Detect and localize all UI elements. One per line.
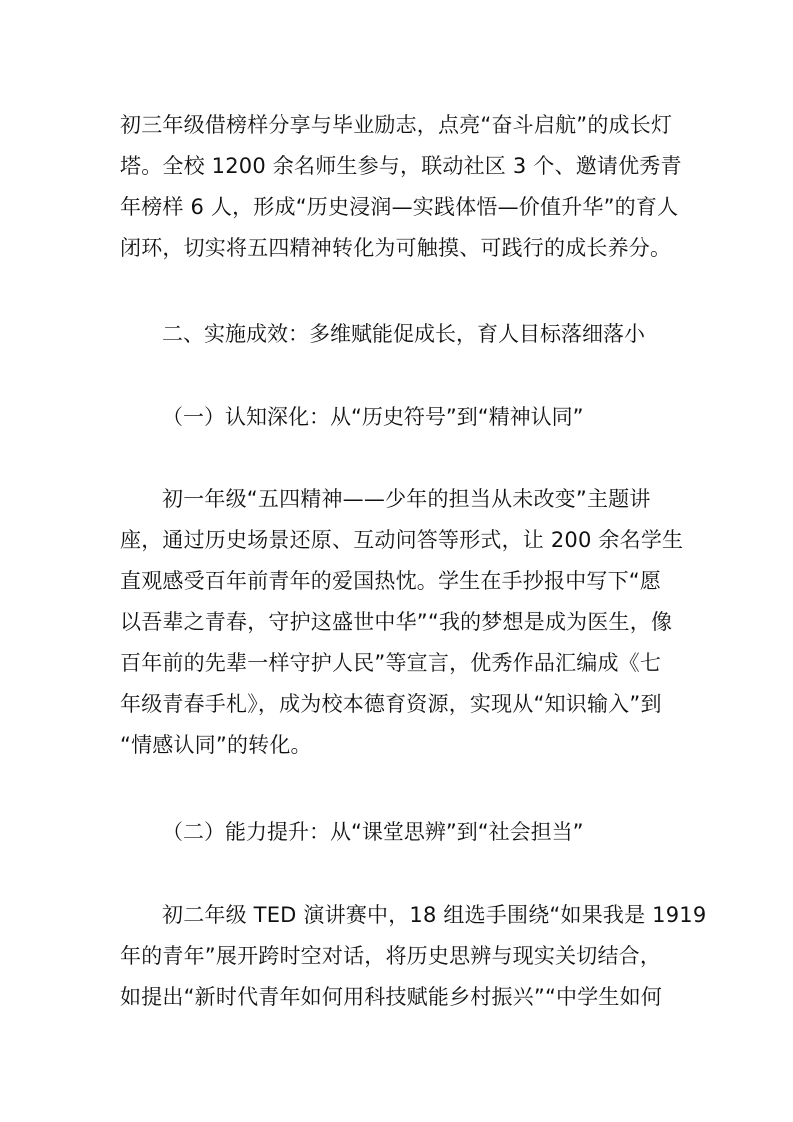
text-line: 直观感受百年前青年的爱国热忱。学生在手抄报中写下“愿 (120, 569, 662, 593)
paragraph-grade7-lecture (120, 479, 684, 766)
text-line: 座，通过历史场景还原、互动问答等形式，让 200 余名学生 (120, 528, 684, 552)
text-line: 以吾辈之青春，守护这盛世中华”“我的梦想是成为医生，像 (120, 610, 673, 634)
text-line: 初二年级 TED 演讲赛中，18 组选手围绕“如果我是 1919 (162, 903, 707, 927)
text-line: 闭环，切实将五四精神转化为可触摸、可践行的成长养分。 (120, 236, 672, 260)
text-line: 年的青年”展开跨时空对话，将历史思辨与现实关切结合， (120, 944, 662, 968)
text-line: 如提出“新时代青年如何用科技赋能乡村振兴”“中学生如何 (120, 985, 663, 1009)
section-heading-results: 二、实施成效：多维赋能促成长，育人目标落细落小 (162, 322, 645, 346)
subsection-heading-cognition: （一）认知深化：从“历史符号”到“精神认同” (162, 405, 584, 429)
text-line: 初一年级“五四精神——少年的担当从未改变”主题讲 (162, 487, 651, 511)
text-line: 百年前的先辈一样守护人民”等宣言，优秀作品汇编成《七 (120, 651, 662, 675)
text-line: 塔。全校 1200 余名师生参与，联动社区 3 个、邀请优秀青 (120, 154, 682, 178)
subsection-heading-ability: （二）能力提升：从“课堂思辨”到“社会担当” (162, 820, 584, 844)
text-line: 年榜样 6 人，形成“历史浸润—实践体悟—价值升华”的育人 (120, 195, 679, 219)
text-line: 初三年级借榜样分享与毕业励志，点亮“奋斗启航”的成长灯 (120, 113, 673, 137)
text-line: “情感认同”的转化。 (120, 733, 312, 757)
paragraph-grade9-summary (120, 105, 680, 269)
paragraph-grade8-ted (120, 895, 707, 1018)
text-line: 年级青春手札》，成为校本德育资源，实现从“知识输入”到 (120, 692, 662, 716)
